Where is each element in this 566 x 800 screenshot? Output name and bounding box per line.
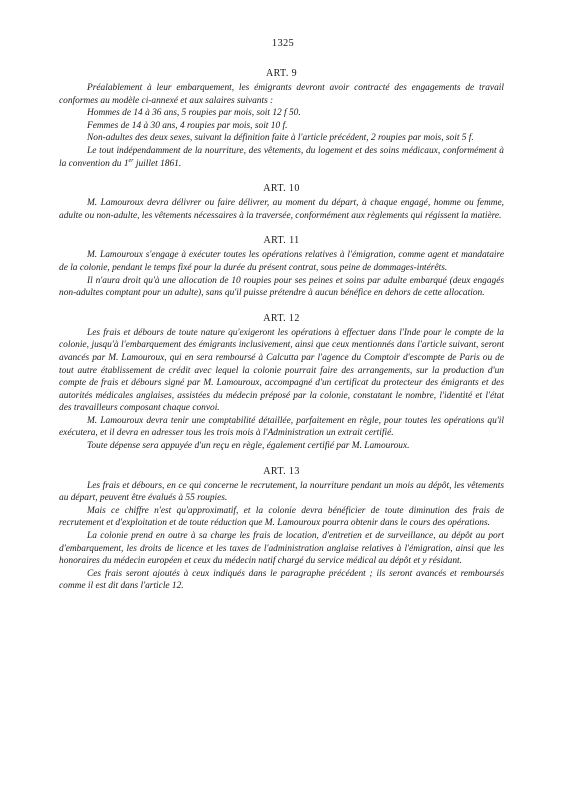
article-11 (59, 235, 504, 299)
page-number: 1325 (271, 38, 295, 49)
article-10 (59, 183, 504, 222)
paragraph: Les frais et débours, en ce qui concerne le recrutement, la nourriture pendant un mois au dépôt, les vêtements au départ, peuvent être évalués à 55 roupies. (59, 480, 504, 504)
paragraph: Les frais et débours de toute nature qu'exigeront les opérations à effectuer dans l'Inde pour le compte de la colonie, jusqu'à l'embarquement des émigrants inclusivement, ainsi que ceux mentionnés dans l'article suivant, seront avancés par M. Lamouroux, qui en sera remboursé à Calcutta par l'agence du Comptoir d'escompte de Paris ou de tout autre établissement de crédit avec lequel la colonie pourrait faire des arrangements, sur la production d'un compte de frais et débours signé par M. Lamouroux, accompagné d'un certificat du protecteur des émigrants et des autorités médicales anglaises, assistées du médecin préposé par la colonie, constatant le nombre, l'identité et l'état des travailleurs composant chaque convoi. (59, 327, 504, 414)
paragraph: Il n'aura droit qu'à une allocation de 10 roupies pour ses peines et soins par adulte embarqué (deux engagés non-adultes comptant pour un adulte), sans qu'il puisse prétendre à aucun bénéfice en dehors de cette allocation. (59, 275, 504, 299)
article-9 (59, 68, 504, 170)
article-title: ART. 12 (263, 312, 300, 324)
article-title: ART. 10 (263, 183, 300, 195)
paragraph: Mais ce chiffre n'est qu'approximatif, et la colonie devra bénéficier de toute diminution des frais de recrutement et d'exploitation et de toute réduction que M. Lamouroux pourra obtenir dans le cours des opérations. (59, 505, 504, 529)
paragraph: Femmes de 14 à 30 ans, 4 roupies par mois, soit 10 f. (87, 120, 288, 131)
article-12 (59, 313, 504, 453)
paragraph: Hommes de 14 à 36 ans, 5 roupies par mois, soit 12 f 50. (87, 108, 301, 119)
paragraph: Toute dépense sera appuyée d'un reçu en règle, également certifié par M. Lamouroux. (87, 441, 410, 452)
paragraph: M. Lamouroux s'engage à exécuter toutes les opérations relatives à l'émigration, comme agent et mandataire de la colonie, pendant le temps fixé pour la durée du présent contrat, sous peine de dommages-intérêts. (59, 250, 504, 273)
paragraph: La colonie prend en outre à sa charge les frais de location, d'entretien et de surveillance, au dépôt au port d'embarquement, les droits de licence et les taxes de l'administration anglaise relatives à l'émigration, ainsi que les honoraires du médecin européen et ceux du médecin natif chargé du service médical au dépôt et y résidant. (59, 531, 504, 567)
paragraph: M. Lamouroux devra délivrer ou faire délivrer, au moment du départ, à chaque engagé, homme ou femme, adulte ou non-adulte, les vêtements nécessaires à la traversée, conformément aux règlements qui régissent la matière. (59, 198, 504, 221)
paragraph: Préalablement à leur embarquement, les émigrants devront avoir contracté des engagements de travail conformes au modèle ci-annexé et aux salaires suivants : (59, 83, 504, 106)
paragraph-convention-date: Le tout indépendamment de la nourriture, des vêtements, du logement et des soins médicaux, conformément à la convention du 1er juillet 1861. (59, 145, 504, 169)
paragraph: M. Lamouroux devra tenir une comptabilité détaillée, parfaitement en règle, pour toutes les opérations qu'il exécutera, et il devra en adresser tous les trois mois à l'Administration un extrait certifié. (59, 415, 504, 439)
article-title: ART. 9 (265, 68, 298, 79)
article-13 (59, 466, 504, 593)
paragraph: Ces frais seront ajoutés à ceux indiqués dans le paragraphe précédent ; ils seront avancés et remboursés comme il est dit dans l'article 12. (59, 568, 504, 592)
document-body (59, 68, 504, 606)
article-title: ART. 11 (263, 235, 300, 247)
article-title: ART. 13 (263, 465, 300, 477)
paragraph: Non-adultes des deux sexes, suivant la définition faite à l'article précédent, 2 roupies par mois, soit 5 f. (87, 133, 474, 144)
